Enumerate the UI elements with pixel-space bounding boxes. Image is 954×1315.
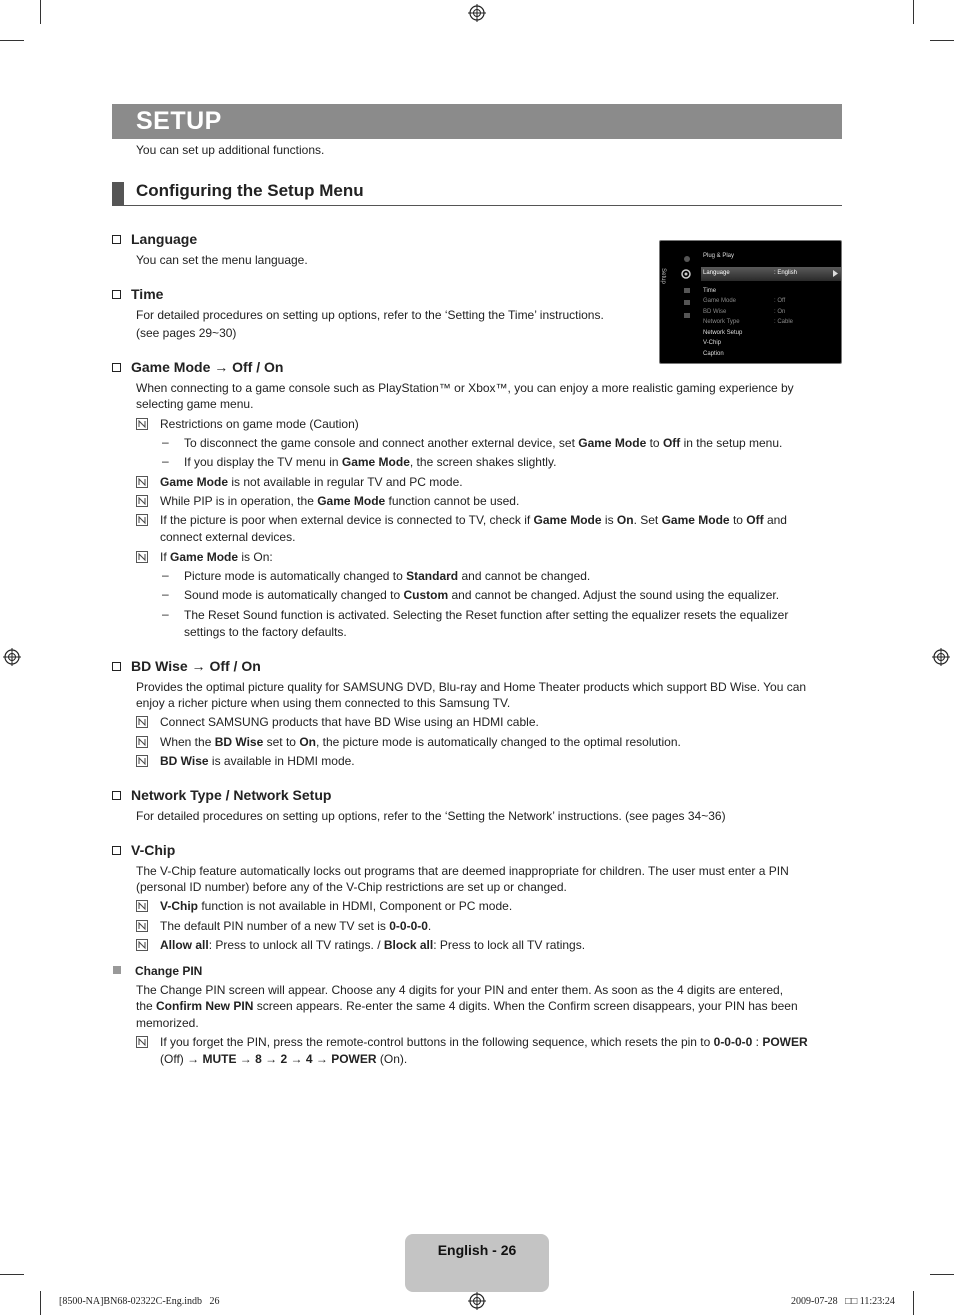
dash-bullet: – — [162, 435, 169, 449]
bd-wise-text-2: enjoy a richer picture when using them connected to this Samsung TV. — [136, 696, 511, 710]
note-icon — [136, 1036, 148, 1048]
heading-text: Language — [131, 231, 198, 247]
dash-item: To disconnect the game console and connect another external device, set Game Mode to Off in the setup menu. — [184, 436, 783, 450]
change-pin-text-2: the Confirm New PIN screen appears. Re-enter the same 4 digits. When the Confirm screen disappears, your PIN has been — [136, 999, 798, 1013]
crop-mark — [40, 0, 41, 24]
dash-item: settings to the factory defaults. — [184, 625, 347, 639]
note-text: connect external devices. — [160, 530, 296, 544]
note-text: While PIP is in operation, the Game Mode function cannot be used. — [160, 494, 520, 508]
note-icon — [136, 551, 148, 563]
note-icon — [136, 900, 148, 912]
note-text: If Game Mode is On: — [160, 550, 273, 564]
registration-mark-icon — [468, 4, 486, 22]
crop-mark — [930, 40, 954, 41]
note-text: Game Mode is not available in regular TV and PC mode. — [160, 475, 463, 489]
heading-text: Network Type / Network Setup — [131, 787, 332, 803]
time-text-1: For detailed procedures on setting up options, refer to the ‘Setting the Time’ instructions. — [136, 308, 604, 322]
note-icon — [136, 418, 148, 430]
note-text: The default PIN number of a new TV set is 0-0-0-0. — [160, 919, 432, 933]
heading-network — [112, 787, 331, 803]
checkbox-bullet-icon — [112, 235, 121, 244]
dash-item: If you display the TV menu in Game Mode, the screen shakes slightly. — [184, 455, 557, 469]
date-imprint: 2009-07-28 □□ 11:23:24 — [791, 1296, 895, 1307]
note-icon — [136, 736, 148, 748]
osd-value: : On — [774, 309, 786, 315]
osd-side-icon — [684, 300, 690, 305]
dash-bullet: – — [162, 568, 169, 582]
section-marker — [112, 182, 124, 206]
note-text: When the BD Wise set to On, the picture mode is automatically changed to the optimal resolution. — [160, 735, 681, 749]
osd-value: : English — [774, 270, 798, 276]
heading-language — [112, 231, 197, 247]
intro-text: You can set up additional functions. — [136, 143, 325, 157]
time-text-2: (see pages 29~30) — [136, 326, 237, 340]
note-icon — [136, 495, 148, 507]
note-icon — [136, 939, 148, 951]
osd-arrow-right-icon — [833, 270, 838, 277]
page-title: SETUP — [136, 107, 222, 135]
heading-text: Time — [131, 286, 164, 302]
osd-item: Language — [703, 270, 730, 276]
heading-text: Game Mode → Off / On — [131, 359, 284, 375]
osd-item: BD Wise — [703, 309, 727, 315]
note-icon — [136, 716, 148, 728]
note-text: If the picture is poor when external device is connected to TV, check if Game Mode is On. Set Game Mode to Off and — [160, 513, 787, 527]
game-mode-text-1: When connecting to a game console such as PlayStation™ or Xbox™, you can enjoy a more realistic gaming experience by — [136, 381, 794, 395]
crop-mark — [913, 1291, 914, 1315]
heading-bd-wise — [112, 658, 261, 674]
registration-mark-icon — [468, 1292, 486, 1310]
note-text: Allow all: Press to unlock all TV ratings. / Block all: Press to lock all TV ratings. — [160, 938, 586, 952]
dash-item: Sound mode is automatically changed to Custom and cannot be changed. Adjust the sound using the equalizer. — [184, 588, 780, 602]
osd-item: Network Type — [703, 319, 740, 325]
checkbox-bullet-icon — [112, 290, 121, 299]
note-text: (Off) → MUTE → 8 → 2 → 4 → POWER (On). — [160, 1052, 408, 1066]
osd-item: Network Setup — [703, 330, 743, 336]
dash-bullet: – — [162, 587, 169, 601]
page-number: English - 26 — [437, 1242, 517, 1258]
change-pin-text-1: The Change PIN screen will appear. Choose any 4 digits for your PIN and enter them. As soon as the 4 digits are entered, — [136, 983, 784, 997]
heading-text: Change PIN — [135, 964, 203, 978]
v-chip-text-1: The V-Chip feature automatically locks out programs that are deemed inappropriate for children. The user must enter a PIN — [136, 864, 789, 878]
note-text: V-Chip function is not available in HDMI, Component or PC mode. — [160, 899, 513, 913]
checkbox-bullet-icon — [112, 791, 121, 800]
network-text: For detailed procedures on setting up options, refer to the ‘Setting the Network’ instructions. (see pages 34~36) — [136, 809, 726, 823]
v-chip-text-2: (personal ID number) before any of the V-Chip restrictions are set up or changed. — [136, 880, 567, 894]
dash-bullet: – — [162, 607, 169, 621]
checkbox-bullet-icon — [112, 846, 121, 855]
osd-value: : Cable — [774, 319, 794, 325]
osd-side-icon — [684, 288, 690, 293]
note-text: Connect SAMSUNG products that have BD Wise using an HDMI cable. — [160, 715, 539, 729]
change-pin-text-3: memorized. — [136, 1016, 199, 1030]
heading-text: BD Wise → Off / On — [131, 658, 261, 674]
language-text: You can set the menu language. — [136, 253, 308, 267]
file-imprint: [8500-NA]BN68-02322C-Eng.indb 26 — [59, 1296, 220, 1307]
registration-mark-icon — [3, 648, 21, 666]
note-icon — [136, 514, 148, 526]
registration-mark-icon — [932, 648, 950, 666]
crop-mark — [40, 1291, 41, 1315]
bd-wise-text-1: Provides the optimal picture quality for SAMSUNG DVD, Blu-ray and Home Theater products which support BD Wise. You can — [136, 680, 807, 694]
note-icon — [136, 755, 148, 767]
heading-text: V-Chip — [131, 842, 176, 858]
note-icon — [136, 476, 148, 488]
heading-v-chip — [112, 842, 175, 858]
osd-item: V-Chip — [703, 340, 722, 346]
osd-value: : Off — [774, 298, 786, 304]
note-icon — [136, 920, 148, 932]
section-title: Configuring the Setup Menu — [136, 181, 364, 200]
note-text: Restrictions on game mode (Caution) — [160, 417, 359, 431]
osd-item: Caption — [703, 351, 724, 357]
game-mode-text-2: selecting game menu. — [136, 397, 254, 411]
osd-item: Plug & Play — [703, 253, 735, 259]
note-text: If you forget the PIN, press the remote-control buttons in the following sequence, which resets the pin to 0-0-0-0 : POWER — [160, 1035, 808, 1049]
square-bullet-icon — [113, 966, 121, 974]
crop-mark — [0, 40, 24, 41]
heading-change-pin — [113, 964, 202, 978]
crop-mark — [930, 1274, 954, 1275]
osd-item: Game Mode — [703, 298, 737, 304]
note-text: BD Wise is available in HDMI mode. — [160, 754, 355, 768]
dash-item: The Reset Sound function is activated. Selecting the Reset function after setting the equalizer resets the equalizer — [184, 608, 789, 622]
heading-game-mode — [112, 359, 283, 375]
checkbox-bullet-icon — [112, 662, 121, 671]
setup-menu-screenshot — [659, 240, 842, 364]
dash-bullet: – — [162, 454, 169, 468]
osd-side-icon — [684, 256, 690, 262]
osd-side-label: Setup — [659, 268, 666, 284]
crop-mark — [0, 1274, 24, 1275]
setup-gear-icon — [680, 268, 692, 280]
osd-side-icon — [684, 313, 690, 318]
crop-mark — [913, 0, 914, 24]
osd-item: Time — [703, 288, 717, 294]
heading-time — [112, 286, 163, 302]
section-rule — [112, 205, 842, 206]
checkbox-bullet-icon — [112, 363, 121, 372]
dash-item: Picture mode is automatically changed to Standard and cannot be changed. — [184, 569, 591, 583]
